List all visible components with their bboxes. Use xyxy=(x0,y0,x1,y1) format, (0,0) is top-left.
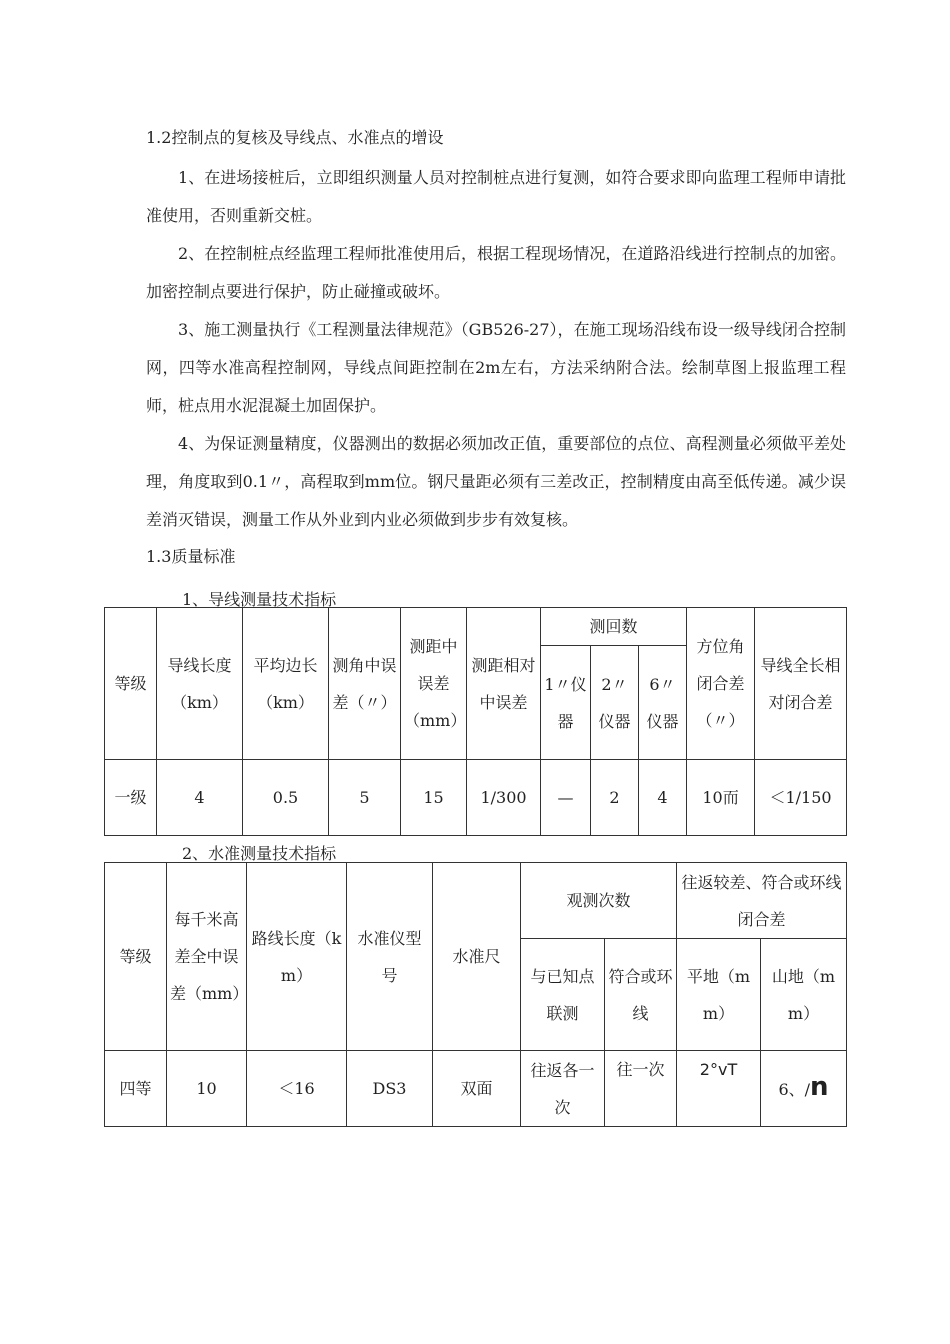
header-2sec-instrument: 2〃仪器 xyxy=(591,646,639,760)
table-row xyxy=(105,760,847,836)
header-with-known-point: 与已知点联测 xyxy=(521,939,605,1051)
header-rounds: 测回数 xyxy=(541,608,687,646)
header-level-model: 水准仪型号 xyxy=(347,863,433,1051)
cell-mountain-part-b: n xyxy=(810,1072,829,1102)
cell-2sec-instrument: 2 xyxy=(591,760,639,836)
cell-total-relative-closure: ＜1/150 xyxy=(755,760,847,836)
table-row xyxy=(105,1051,847,1127)
header-closure: 往返较差、符合或环线闭合差 xyxy=(677,863,847,939)
header-error-per-km: 每千米高差全中误差（mm） xyxy=(167,863,247,1051)
traverse-survey-table xyxy=(104,607,847,836)
cell-flat-ground: 2°vT xyxy=(677,1051,761,1127)
cell-error-per-km: 10 xyxy=(167,1051,247,1127)
header-closed-loop: 符合或环线 xyxy=(605,939,677,1051)
cell-relative-distance-error: 1/300 xyxy=(467,760,541,836)
cell-angle-error: 5 xyxy=(329,760,401,836)
header-relative-distance-error: 测距相对中误差 xyxy=(467,608,541,760)
header-grade: 等级 xyxy=(105,608,157,760)
cell-traverse-length: 4 xyxy=(157,760,243,836)
cell-1sec-instrument: — xyxy=(541,760,591,836)
cell-with-known-point: 往返各一次 xyxy=(521,1051,605,1127)
header-route-length: 路线长度（km） xyxy=(247,863,347,1051)
header-angle-error: 测角中误差（〃） xyxy=(329,608,401,760)
header-6sec-instrument: 6〃仪器 xyxy=(639,646,687,760)
paragraph-text: 1、在进场接桩后，立即组织测量人员对控制桩点进行复测，如符合要求即向监理工程师申请批准使用，否则重新交桩。 xyxy=(146,168,846,225)
cell-mountain-part-a: 6、/ xyxy=(778,1080,811,1099)
paragraph-2 xyxy=(146,235,846,311)
paragraph-text: 4、为保证测量精度，仪器测出的数据必须加改正值，重要部位的点位、高程测量必须做平差处理，角度取到0.1〃，高程取到mm位。钢尺量距必须有三差改正，控制精度由高至低传递。减少误差消灭错误，测量工作从外业到内业必须做到步步有效复核。 xyxy=(146,434,846,529)
paragraph-3 xyxy=(146,311,846,425)
paragraph-1 xyxy=(146,159,846,235)
header-traverse-length: 导线长度（km） xyxy=(157,608,243,760)
cell-closed-loop: 往一次 xyxy=(605,1051,677,1127)
cell-route-length: ＜16 xyxy=(247,1051,347,1127)
header-avg-side: 平均边长（km） xyxy=(243,608,329,760)
leveling-survey-table xyxy=(104,862,847,1127)
section-heading-1-2: 1.2控制点的复核及导线点、水准点的增设 xyxy=(146,128,444,147)
section-heading-1-3: 1.3质量标准 xyxy=(146,547,236,566)
table2-caption: 2、水准测量技术指标 xyxy=(182,844,337,863)
cell-grade: 四等 xyxy=(105,1051,167,1127)
header-total-relative-closure: 导线全长相对闭合差 xyxy=(755,608,847,760)
cell-level-model: DS3 xyxy=(347,1051,433,1127)
cell-level-staff: 双面 xyxy=(433,1051,521,1127)
header-flat-ground: 平地（mm） xyxy=(677,939,761,1051)
cell-avg-side: 0.5 xyxy=(243,760,329,836)
cell-azimuth-closure: 10而 xyxy=(687,760,755,836)
paragraph-text: 3、施工测量执行《工程测量法律规范》（GB526-27），在施工现场沿线布设一级导线闭合控制网，四等水准高程控制网，导线点间距控制在2m左右，方法采纳附合法。绘制草图上报监理工程师，桩点用水泥混凝土加固保护。 xyxy=(146,320,846,415)
header-grade: 等级 xyxy=(105,863,167,1051)
header-1sec-instrument: 1〃仪器 xyxy=(541,646,591,760)
cell-mountain xyxy=(761,1051,847,1127)
header-level-staff: 水准尺 xyxy=(433,863,521,1051)
table1-caption: 1、导线测量技术指标 xyxy=(182,590,337,609)
header-distance-error: 测距中误差（mm） xyxy=(401,608,467,760)
header-observation-count: 观测次数 xyxy=(521,863,677,939)
paragraph-text: 2、在控制桩点经监理工程师批准使用后，根据工程现场情况，在道路沿线进行控制点的加密。加密控制点要进行保护，防止碰撞或破坏。 xyxy=(146,244,846,301)
paragraph-4 xyxy=(146,425,846,539)
header-azimuth-closure: 方位角闭合差（〃） xyxy=(687,608,755,760)
cell-6sec-instrument: 4 xyxy=(639,760,687,836)
cell-grade: 一级 xyxy=(105,760,157,836)
cell-distance-error: 15 xyxy=(401,760,467,836)
header-mountain: 山地（mm） xyxy=(761,939,847,1051)
